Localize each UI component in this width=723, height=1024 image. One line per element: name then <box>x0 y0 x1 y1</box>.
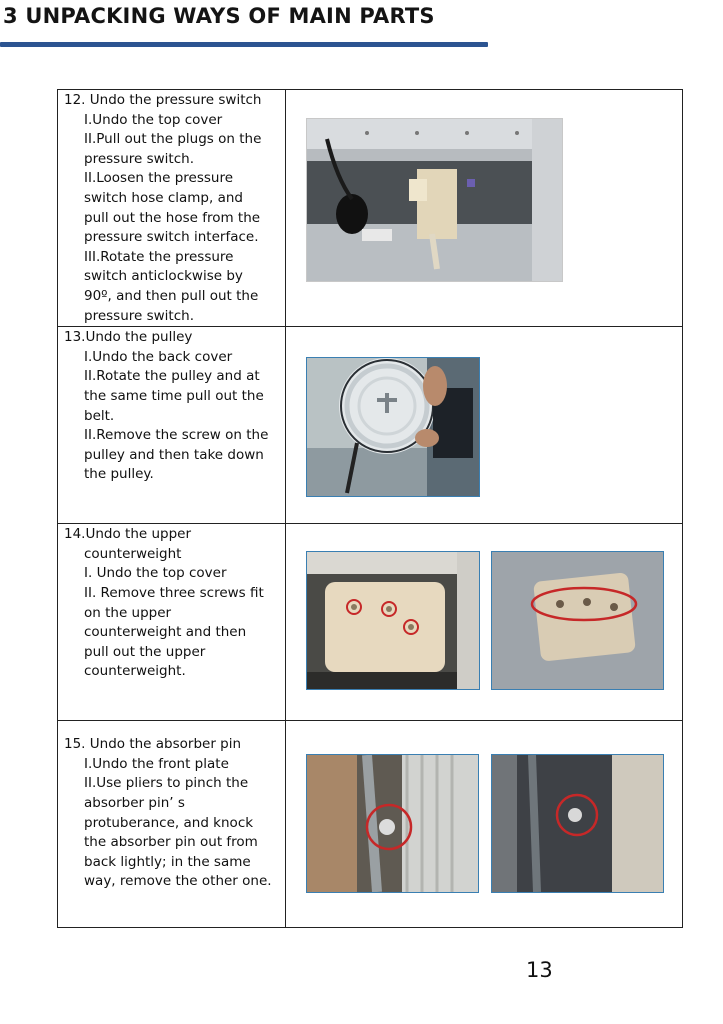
step-line: pull out the hose from the <box>84 209 261 226</box>
step-line: pressure switch. <box>84 150 194 167</box>
step-title: 13.Undo the pulley <box>64 329 193 346</box>
page-number: 13 <box>526 958 553 982</box>
table-row <box>58 327 683 524</box>
counterweight-closeup-photo <box>491 551 664 690</box>
pressure-switch-photo <box>306 118 563 282</box>
step-text-cell <box>58 327 286 524</box>
step-line: way, remove the other one. <box>84 873 272 890</box>
step-line: II.Rotate the pulley and at <box>84 368 260 385</box>
step-line: on the upper <box>84 604 172 621</box>
step-image-cell <box>286 90 683 327</box>
step-line: back lightly; in the same <box>84 853 251 870</box>
pulley-photo <box>306 357 480 497</box>
step-line: II.Loosen the pressure <box>84 170 234 187</box>
step-title: 12. Undo the pressure switch <box>64 92 262 108</box>
step-line: protuberance, and knock <box>84 814 254 831</box>
step-line: absorber pin’ s <box>84 794 185 811</box>
step-line: II.Use pliers to pinch the <box>84 775 249 792</box>
step-line: II.Remove the screw on the <box>84 427 269 444</box>
step-image-cell <box>286 721 683 928</box>
step-line: belt. <box>84 407 115 424</box>
step-line: counterweight <box>84 545 182 562</box>
step-line: the same time pull out the <box>84 387 264 404</box>
step-line: switch anticlockwise by <box>84 268 243 285</box>
step-line: II. Remove three screws fit <box>84 584 264 601</box>
step-line: counterweight. <box>84 663 186 680</box>
step-line: I.Undo the front plate <box>84 755 229 772</box>
step-image-cell <box>286 524 683 721</box>
step-line: pressure switch. <box>84 307 194 324</box>
page-title: 3 UNPACKING WAYS OF MAIN PARTS <box>3 4 435 28</box>
absorber-pin-photo <box>306 754 479 893</box>
step-line: counterweight and then <box>84 624 247 641</box>
step-text-cell <box>58 524 286 721</box>
table-row <box>58 524 683 721</box>
steps-table <box>57 89 683 928</box>
absorber-pin-closeup-photo <box>491 754 664 893</box>
table-row <box>58 721 683 928</box>
step-line: I. Undo the top cover <box>84 565 227 582</box>
step-line: the pulley. <box>84 466 154 483</box>
step-text-cell <box>58 721 286 928</box>
step-line: pull out the upper <box>84 643 206 660</box>
step-line: I.Undo the back cover <box>84 348 233 365</box>
step-line: III.Rotate the pressure <box>84 248 234 265</box>
step-line: 90º, and then pull out the <box>84 287 259 304</box>
step-title: 15. Undo the absorber pin <box>64 736 242 753</box>
step-line: II.Pull out the plugs on the <box>84 131 262 148</box>
table-row <box>58 90 683 327</box>
step-text-cell <box>58 90 286 327</box>
step-line: switch hose clamp, and <box>84 189 243 206</box>
step-image-cell <box>286 327 683 524</box>
step-line: the absorber pin out from <box>84 834 258 851</box>
step-title: 14.Undo the upper <box>64 526 192 543</box>
counterweight-photo <box>306 551 480 690</box>
header-underline <box>0 42 488 47</box>
step-line: pressure switch interface. <box>84 229 259 246</box>
step-line: pulley and then take down <box>84 446 264 463</box>
step-line: I.Undo the top cover <box>84 111 223 128</box>
